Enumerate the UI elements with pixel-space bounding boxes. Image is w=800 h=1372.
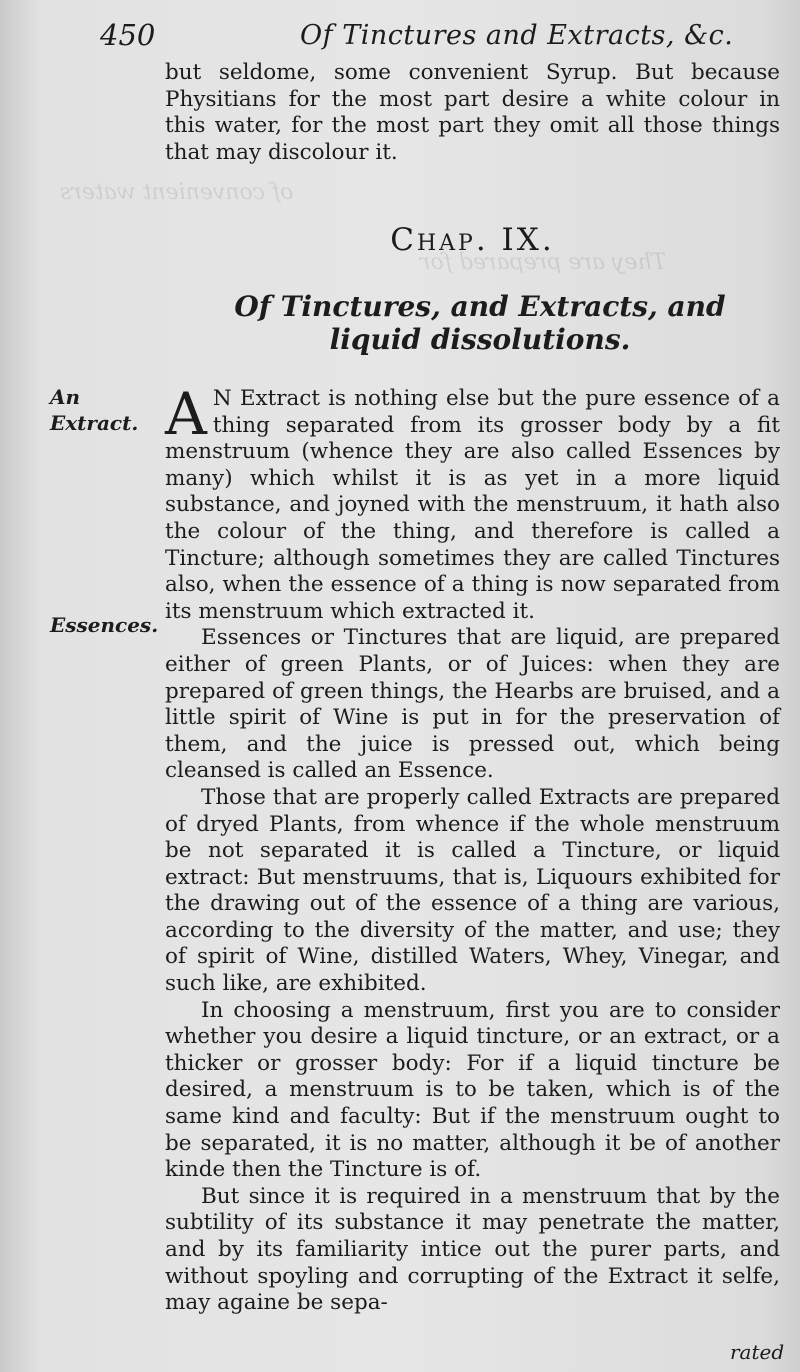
drop-cap: A xyxy=(165,380,207,448)
paragraph-3: Those that are properly called Extracts are prepared of dryed Plants, from whence if the whole menstruum be not separated it is called a Tincture, or liquid extract: But menstruums, that is, Liquours exhibited for the drawing out of the essence of a thing are various, according to the diversity of the matter, and use; they of spirit of Wine, distilled Waters, Whey, Vinegar, and such like, are exhibited. xyxy=(165,784,780,997)
catchword: rated xyxy=(730,1340,785,1364)
paragraph-2: Essences or Tinctures that are liquid, are prepared either of green Plants, or of Juices: when they are prepared of green things, the Hearbs are bruised, and a little spirit of Wine is put in for the preservation of them, and the juice is pressed out, which being cleansed is called an Essence. xyxy=(165,625,780,784)
body-text xyxy=(165,380,780,1317)
margin-note-essences: Essences. xyxy=(50,613,159,637)
page-header xyxy=(100,18,760,58)
page-number: 450 xyxy=(100,18,156,52)
running-head: Of Tinctures and Extracts, &c. xyxy=(300,20,734,51)
bleed-through-text: of convenient waters xyxy=(60,180,294,205)
margin-note-extract: An Extract. xyxy=(50,385,139,435)
bleed-through-text: They are prepared for xyxy=(420,250,667,275)
paragraph-1 xyxy=(165,380,780,625)
top-paragraph xyxy=(165,60,780,166)
paragraph-text: but seldome, some convenient Syrup. But because Physitians for the most part desire a white colour in this water, for the most part they omit all those things that may discolour it. xyxy=(165,60,780,165)
paragraph-5: But since it is required in a menstruum that by the subtility of its substance it may penetrate the matter, and by its familiarity intice out the purer parts, and without spoyling and corrupting of the Extract it selfe, may againe be sepa- xyxy=(165,1183,780,1316)
paragraph-4: In choosing a menstruum, first you are to consider whether you desire a liquid tincture, or an extract, or a thicker or grosser body: For if a liquid tincture be desired, a menstruum is to be taken, which is of the same kind and faculty: But if the menstruum ought to be separated, it is no matter, although it be of another kinde then the Tincture is of. xyxy=(165,997,780,1183)
paragraph-1-text: N Extract is nothing else but the pure essence of a thing separated from its grosser body by a fit menstruum (whence they are also called Essences by many) which whilst it is as yet in a more liquid substance, and joyned with the menstruum, it hath also the colour of the thing, and therefore is called a Tincture; although sometimes they are called Tinctures also, when the essence of a thing is now separated from its menstruum which extracted it. xyxy=(165,386,780,624)
chapter-title: Of Tinctures, and Extracts, and liquid dissolutions. xyxy=(234,290,726,356)
chapter-heading: Chap. IX. xyxy=(390,222,555,258)
